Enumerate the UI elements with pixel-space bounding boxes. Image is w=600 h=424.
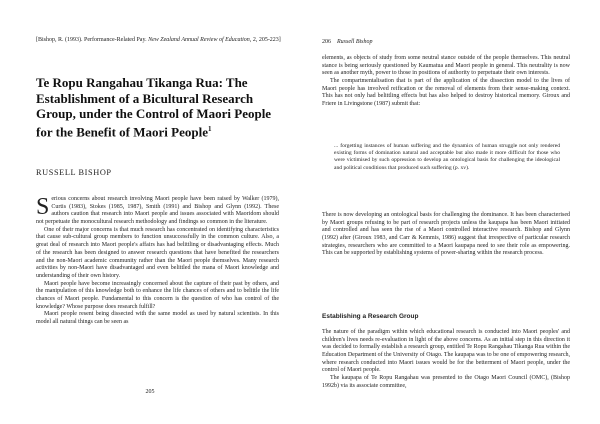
quote-text: ... forgetting instances of human suffering and the dynamics of human struggle not only rendered existing forms of domination natural and acceptable but also made it more difficult for those who were victimised by such oppression to develop an ontological basis for challenging the ideological and political conditions that produced such suffering (p. xv).	[334, 143, 560, 171]
paragraph: The compartmentalisation that is part of the application of the dissection model to the lives of Maori people has involved reification or the removal of elements from their sense-making context. This has not only had belittling effects but has also helped to destroy historical memory. Giroux and Friere in Livingstone (1987) submit that:	[322, 78, 570, 108]
right-middle-text	[322, 212, 570, 258]
paragraph: The kaupapa of Te Ropu Rangahau was presented to the Otago Maori Council (OMC), (Bishop 1992b) via its associate committee,	[322, 375, 570, 389]
paragraph: The nature of the paradigm within which educational research is conducted into Maori peoples' and children's lives needs re-evaluation in light of the above concerns. As an initial step in this direction it was decided to formally establish a research group, entitled Te Ropu Rangahau Tikanga Rua within the Education Department of the University of Otago. The kaupapa was to be one of empowering research, where research conducted into Maori issues would be for the betterment of Maori people, under the control of Maori people.	[322, 329, 570, 374]
drop-cap: S	[36, 194, 50, 220]
citation-part1: [Bishop, R. (1993). Performance-Related Pay.	[36, 37, 147, 43]
citation	[36, 37, 282, 45]
right-top-text	[322, 55, 570, 109]
left-body-text	[36, 196, 279, 327]
running-head-page-number: 206	[322, 39, 331, 45]
paragraph: elements, as objects of study from some neutral stance outside of the people themselves. This neutral stance is being seriously questioned by Kaumatua and Maori people in general. This neutrality is now seen as another myth, power to those in positions of authority to perpetuate their own interests.	[322, 55, 570, 77]
article-title	[36, 75, 276, 139]
running-head-author: Russell Bishop	[337, 39, 373, 45]
running-head	[322, 39, 373, 45]
right-page	[300, 0, 600, 424]
citation-part2: , 2, 205-223]	[249, 37, 281, 43]
title-footnote-marker: 1	[207, 124, 212, 133]
section-heading: Establishing a Research Group	[322, 313, 419, 320]
author-name: RUSSELL BISHOP	[36, 168, 112, 177]
block-quote	[334, 143, 560, 172]
paragraph: There is now developing an ontological basis for challenging the dominance. It has been characterised by Maori groups refusing to be part of research projects unless the kaupapa has been Maori initiated and controlled and has seen the rise of a Maori controlled interactive research. Bishop and Glynn (1992) after (Giroux 1983, and Carr & Kemmis, 1986) suggest that irrespective of particular research strategies, researchers who are committed to a Maori kaupapa need to see their role as empowering. This can be supported by establishing systems of power-sharing within the research process.	[322, 212, 570, 257]
page-number: 205	[145, 389, 155, 395]
paragraph: Maori people have become increasingly concerned about the capture of their past by others, and the manipulation of this knowledge both to enhance the life chances of others and to belittle the life chances of Maori people. Fundamental to this concern is the question of who has control of the knowledge? Whose purpose does research fulfill?	[36, 280, 279, 310]
paragraph: One of their major concerns is that much research has concentrated on identifying characteristics that cause sub-cultural group members to function unsuccessfully in the common culture. Also, a great deal of research into Maori people's affairs has had belittling or disadvantaging effects. Much of the research has been designed to answer research questions that have benefited the researchers and the non-Maori academic community rather than the Maori people themselves. Many research activities by non-Maori have disadvantaged and even belittled the mana of Maori knowledge and understanding of their own history.	[36, 226, 279, 279]
right-bottom-text	[322, 329, 570, 391]
paragraph-text: erious concerns about research involving Maori people have been raised by Walker (1979), Curtis (1983), Stokes (1985, 1987), Smith (1991) and Bishop and Glynn (1992). These authors caution that research into Maori people and issues associated with Maoridom should not perpetuate the monocultural research methodology and findings so common in the literature.	[36, 196, 279, 226]
citation-journal: New Zealand Annual Review of Education	[148, 37, 250, 43]
paragraph: Maori people resent being dissected with the same model as used by natural scientists. In this model all natural things can be seen as	[36, 311, 279, 325]
paragraph	[36, 196, 279, 227]
article-title-text: Te Ropu Rangahau Tikanga Rua: The Establishment of a Bicultural Research Group, under the Control of Maori People for the Benefit of Maori People	[36, 75, 272, 139]
